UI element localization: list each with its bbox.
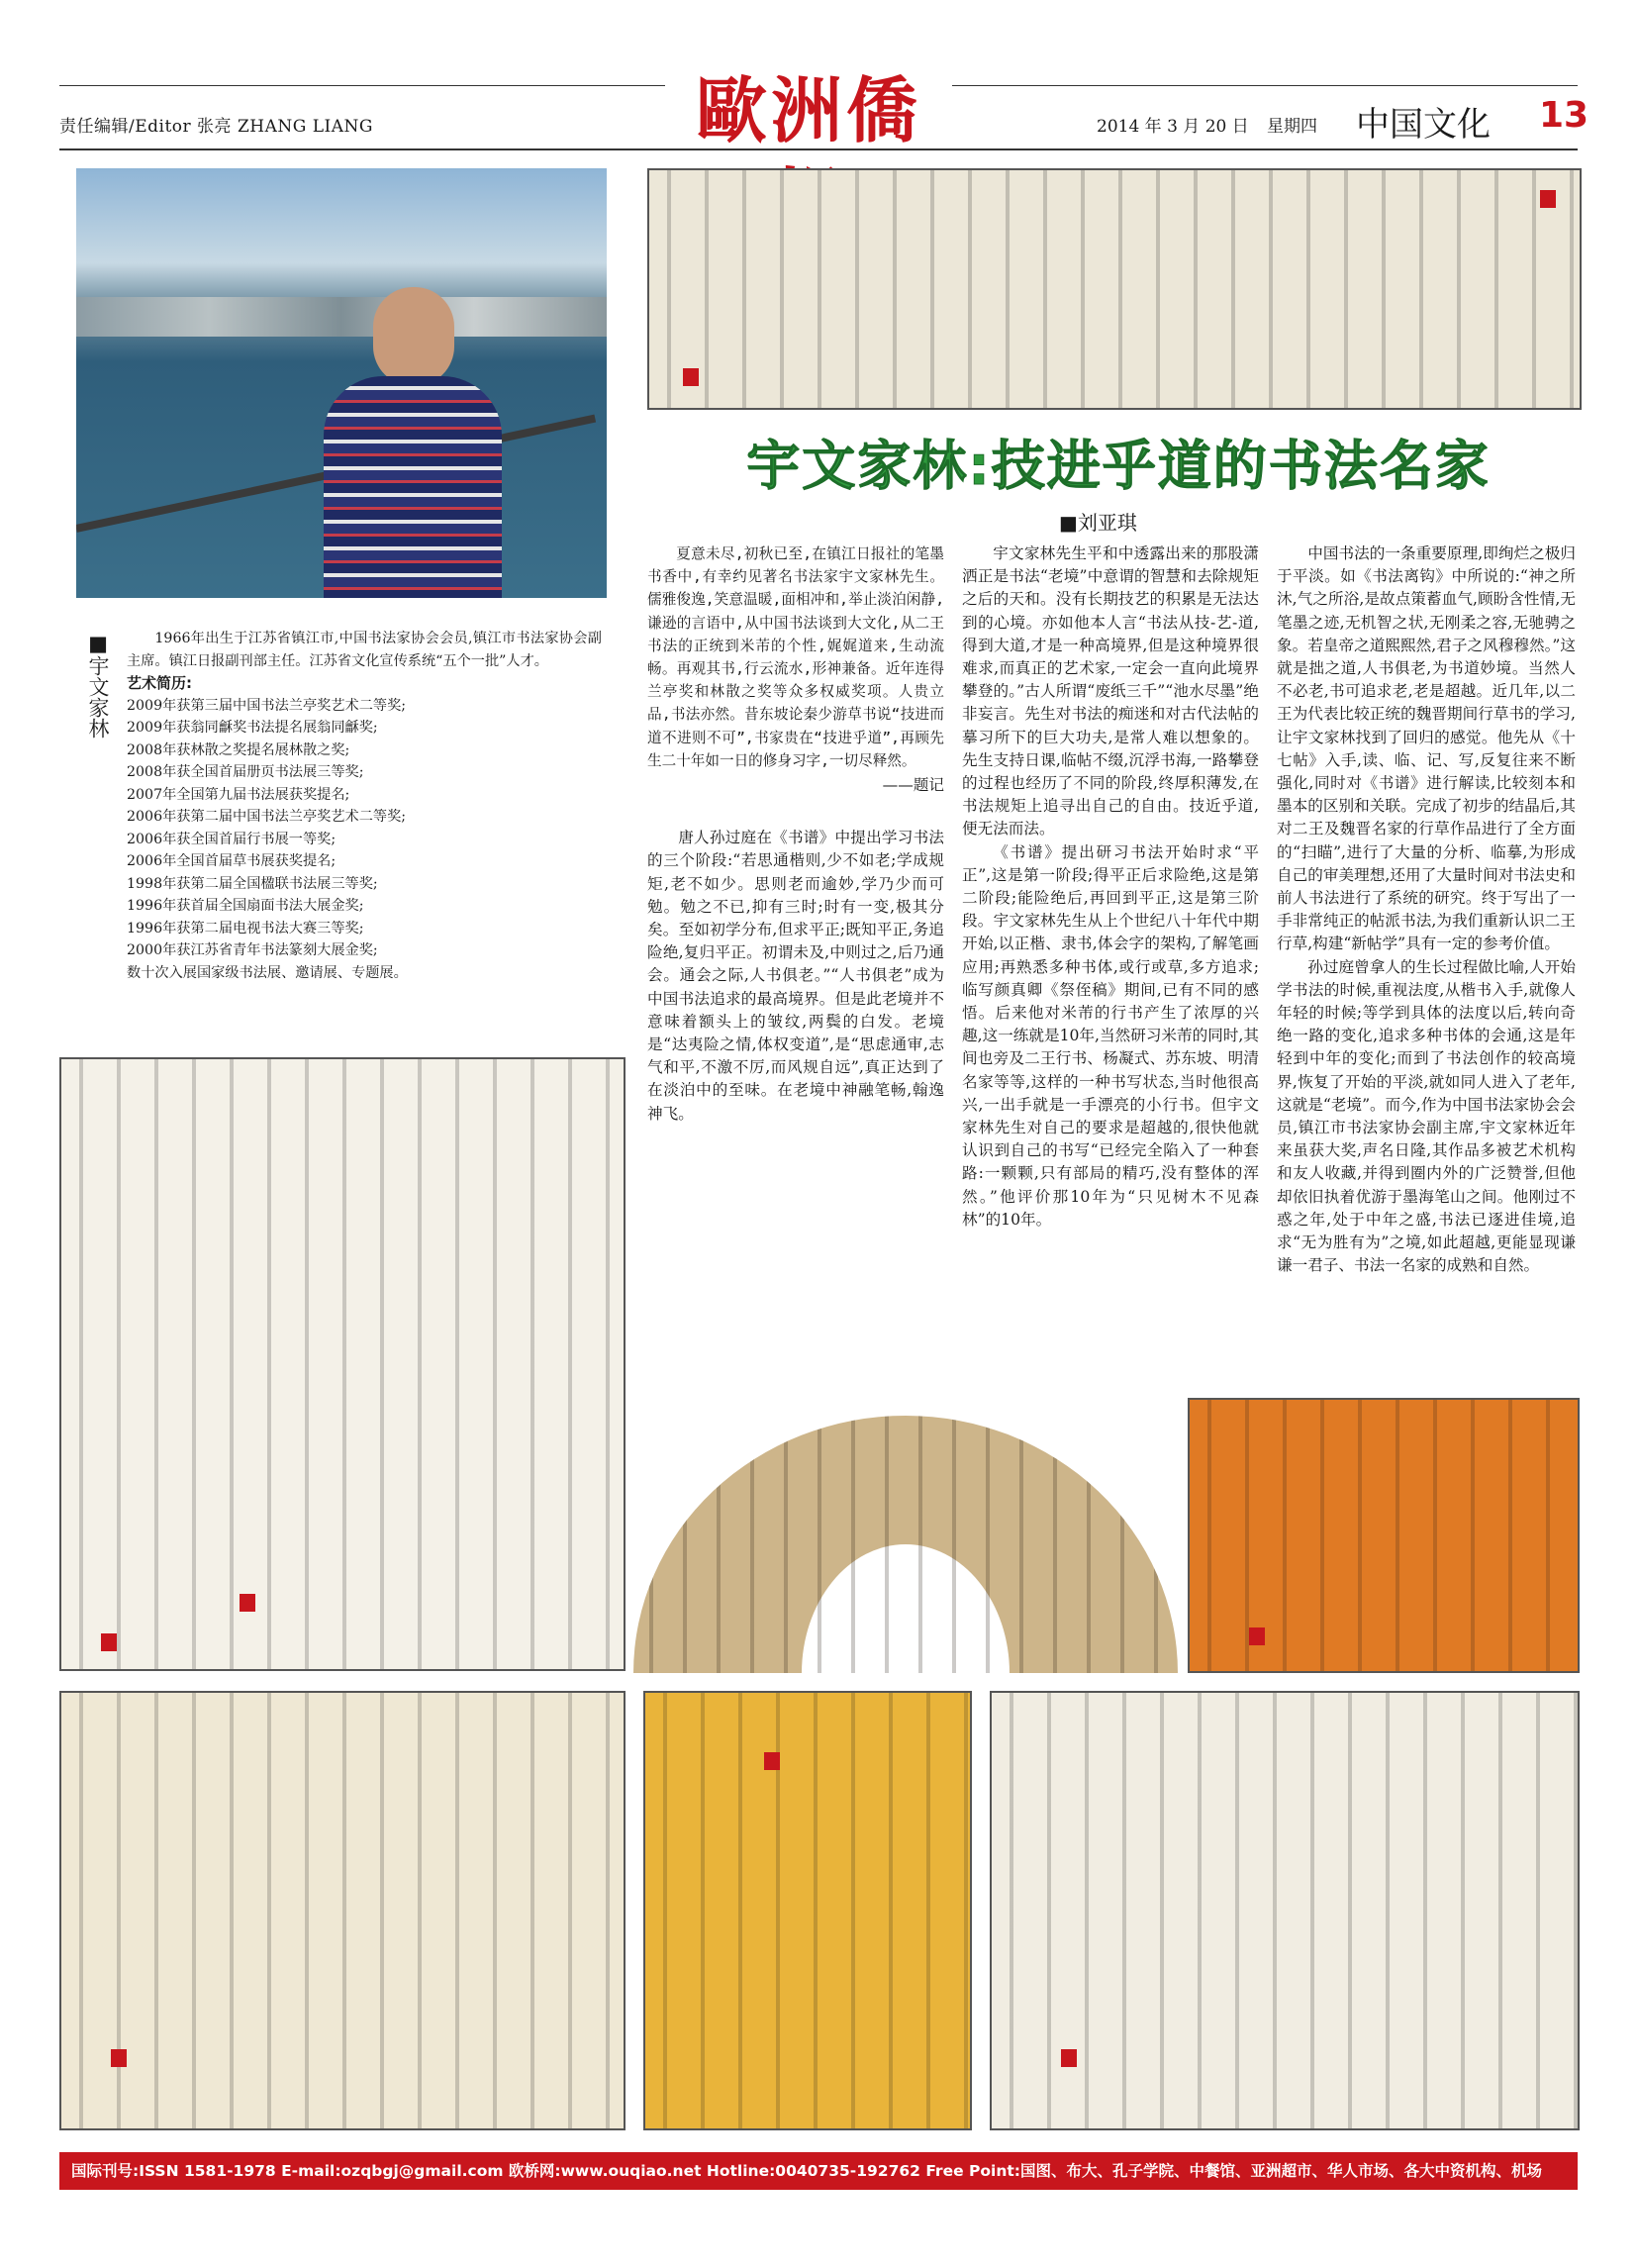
footer-bar: 国际刊号:ISSN 1581-1978 E-mail:ozqbgj@gmail.com 欧桥网:www.ouqiao.net Hotline:0040735-192762 Free Point:国图、布大、孔子学院、中餐馆、亚洲超市、华人市场、各大中资机构、机场 [59, 2152, 1578, 2190]
article-author: ■刘亚琪 [1059, 511, 1137, 535]
bio-awards-title: 艺术简历: [127, 674, 192, 692]
red-seal [1249, 1627, 1265, 1645]
article-paragraph: 孙过庭曾拿人的生长过程做比喻,人开始学书法的时候,重视法度,从楷书入手,就像人年轻的时候;等学到具体的法度以后,转向奇绝一路的变化,追求多种书体的会通,这是年轻到中年的变化;而到了书法创作的较高境界,恢复了开始的平淡,就如同人进入了老年,这就是“老境”。而今,作为中国书法家协会会员,镇江市书法家协会副主席,宇文家林近年来虽获大奖,声名日隆,其作品多被艺术机构和友人收藏,并得到圈内外的广泛赞誉,但他却依旧执着优游于墨海笔山之间。他刚过不惑之年,处于中年之盛,书法已逐进佳境,追求“无为胜有为”之境,如此超越,更能显现谦谦一君子、书法一名家的成熟和自然。 [1277, 957, 1576, 1275]
bio-award-item: 1996年获首届全国扇面书法大展金奖; [127, 898, 364, 914]
article-paragraph: 宇文家林先生平和中透露出来的那股潇洒正是书法“老境”中意谓的智慧和去除规矩之后的天和。没有长期技艺的积累是无法达到的心境。亦如他本人言“书法从技-艺-道,得到大道,才是一种高境界,但是这种境界很难求,而真正的艺术家,一定会一直向此境界攀登的。”古人所谓“废纸三千”“池水尽墨”绝非妄言。先生对书法的痴迷和对古代法帖的摹习所下的巨大功夫,是常人难以想象的。先生支持日课,临帖不缀,沉浮书海,一路攀登的过程也经历了不同的阶段,终厚积薄发,在书法规矩上追寻出自己的自由。技近乎道,便无法而法。 [962, 544, 1259, 838]
editor-credit: 责任编辑/Editor 张亮 ZHANG LIANG [59, 117, 373, 137]
article-title: 宇文家林:技进乎道的书法名家 [746, 435, 1491, 497]
portrait-photo [76, 168, 607, 598]
article-paragraph: 中国书法的一条重要原理,即绚烂之极归于平淡。如《书法离钩》中所说的:“神之所沐,气之所浴,是故点策蓄血气,顾盼含性情,无笔墨之迹,无机智之状,无刚柔之容,无驰骋之象。若皇帝之道熙熙然,君子之风穆穆然。”这就是拙之道,人书俱老,为书道妙境。当然人不必老,书可追求老,老是超越。近几年,以二王为代表比较正统的魏晋期间行草书的学习,让宇文家林找到了回归的感觉。他先从《十七帖》入手,读、临、记、写,反复往来不断强化,同时对《书谱》进行解读,比较刻本和墨本的区别和关联。完成了初步的结晶后,其对二王及魏晋名家的行草作品进行了全方面的“扫瞄”,进行了大量的分析、临摹,为形成自己的审美理想,还用了大量时间对书法史和前人书法进行了系统的研究。终于写出了一手非常纯正的帖派书法,为我们重新认识二王行草,构建“新帖学”具有一定的参考价值。 [1277, 544, 1576, 953]
red-seal [1540, 190, 1556, 208]
photo-person-shirt [324, 376, 502, 598]
bio-award-item: 2008年获林散之奖提名展林散之奖; [127, 741, 350, 758]
bio-award-item: 2000年获江苏省青年书法篆刻大展金奖; [127, 942, 378, 958]
photo-person-head [373, 287, 454, 386]
calligraphy-strokes [645, 1693, 970, 2128]
bio-award-item: 2009年获翁同龢奖书法提名展翁同龢奖; [127, 720, 378, 736]
bio-text [127, 628, 602, 984]
bio-award-item: 2006年获第二届中国书法兰亭奖艺术二等奖; [127, 809, 407, 825]
calligraphy-strokes [992, 1693, 1578, 2128]
issue-date: 2014 年 3 月 20 日 [1097, 117, 1249, 137]
red-seal [101, 1633, 117, 1651]
calligraphy-strokes [61, 1059, 624, 1669]
red-seal [683, 368, 699, 386]
header-rule-top [59, 85, 665, 86]
bio-award-item: 2006年全国首届草书展获奖提名; [127, 853, 337, 869]
bio-award-item: 2006年获全国首届行书展一等奖; [127, 831, 337, 847]
calligraphy-work-bottom-yellow [643, 1691, 972, 2130]
calligraphy-strokes [61, 1693, 624, 2128]
section-name: 中国文化 [1356, 105, 1491, 145]
photo-skyline [76, 297, 607, 337]
bio-award-item: 2009年获第三届中国书法兰亭奖艺术二等奖; [127, 697, 407, 714]
calligraphy-work-left [59, 1057, 626, 1671]
bio-name-vertical: ■宇文家林 [86, 632, 110, 739]
red-seal [111, 2049, 127, 2067]
calligraphy-strokes [1190, 1400, 1578, 1671]
bio-award-item: 2008年获全国首届册页书法展三等奖; [127, 764, 364, 780]
red-seal [764, 1752, 780, 1770]
calligraphy-strokes [633, 1416, 1178, 1673]
page-number: 13 [1539, 95, 1589, 136]
bio-award-item: 数十次入展国家级书法展、邀请展、专题展。 [127, 964, 408, 981]
issue-weekday: 星期四 [1267, 117, 1317, 137]
article-column-1 [647, 542, 944, 1342]
header-rule-top-right [952, 85, 1578, 86]
bio-award-item: 1996年获第二届电视书法大赛三等奖; [127, 920, 364, 937]
red-seal [1061, 2049, 1077, 2067]
article-paragraph: 《书谱》提出研习书法开始时求“平正”,这是第一阶段;得平正后求险绝,这是第二阶段;能险绝后,再回到平正,这是第三阶段。宇文家林先生从上个世纪八十年代中期开始,以正楷、隶书,体会字的架构,了解笔画应用;再熟悉多种书体,或行或草,多方追求;临写颜真卿《祭侄稿》期间,已有不同的感悟。后来他对米芾的行书产生了浓厚的兴趣,这一练就是10年,当然研习米芾的同时,其间也旁及二王行书、杨凝式、苏东坡、明清名家等等,这样的一种书写状态,当时他很高兴,一出手就是一手漂亮的小行书。但宇文家林先生对自己的要求是超越的,很快他就认识到自己的书写“已经完全陷入了一种套路:一颗颗,只有部局的精巧,没有整体的浑然。”他评价那10年为“只见树木不见森林”的10年。 [962, 842, 1259, 1229]
article-column-2 [962, 542, 1259, 1342]
bio-intro: 1966年出生于江苏省镇江市,中国书法家协会会员,镇江市书法家协会副主席。镇江日报副刊部主任。江苏省文化宣传系统“五个一批”人才。 [127, 631, 602, 669]
calligraphy-strokes [649, 170, 1580, 408]
article-paragraph: 唐人孙过庭在《书谱》中提出学习书法的三个阶段:“若思通楷则,少不如老;学成规矩,老不如少。思则老而逾妙,学乃少而可勉。勉之不已,抑有三时;时有一变,极其分矣。至如初学分布,但求平正;既知平正,务追险绝,复归平正。初谓未及,中则过之,后乃通会。通会之际,人书俱老。”“人书俱老”成为中国书法追求的最高境界。但是此老境并不意味着额头上的皱纹,两鬓的白发。老境是“达夷险之情,体权变道”,是“思虑通审,志气和平,不激不厉,而风规自远”,真正达到了在淡泊中的至味。在老境中神融笔畅,翰逸神飞。 [647, 829, 944, 1123]
article-preface: 夏意未尽,初秋已至,在镇江日报社的笔墨书香中,有幸约见著名书法家宇文家林先生。儒雅俊逸,笑意温暖,面相冲和,举止淡泊闲静,谦逊的言语中,从中国书法谈到大文化,从二王书法的正统到米芾的个性,娓娓道来,生动流畅。再观其书,行云流水,形神兼备。近年连得兰亭奖和林散之奖等众多权威奖项。人贵立品,书法亦然。昔东坡论秦少游草书说“技进而道不进则不可”,书家贵在“技进乎道”,再顾先生二十年如一日的修身习字,一切尽释然。 [647, 545, 944, 769]
calligraphy-work-bottom-right [990, 1691, 1580, 2130]
bio-award-item: 1998年获第二届全国楹联书法展三等奖; [127, 875, 378, 892]
article-column-3 [1277, 542, 1576, 1406]
bio-award-item: 2007年全国第九届书法展获奖提名; [127, 786, 350, 803]
calligraphy-fan [633, 1416, 1178, 1673]
red-seal [240, 1594, 255, 1612]
calligraphy-work-bottom-left [59, 1691, 626, 2130]
calligraphy-banner-top [647, 168, 1582, 410]
article-preface-sign: ——题记 [882, 776, 944, 795]
calligraphy-work-orange [1188, 1398, 1580, 1673]
masthead-logo: 歐洲僑 [695, 68, 921, 152]
